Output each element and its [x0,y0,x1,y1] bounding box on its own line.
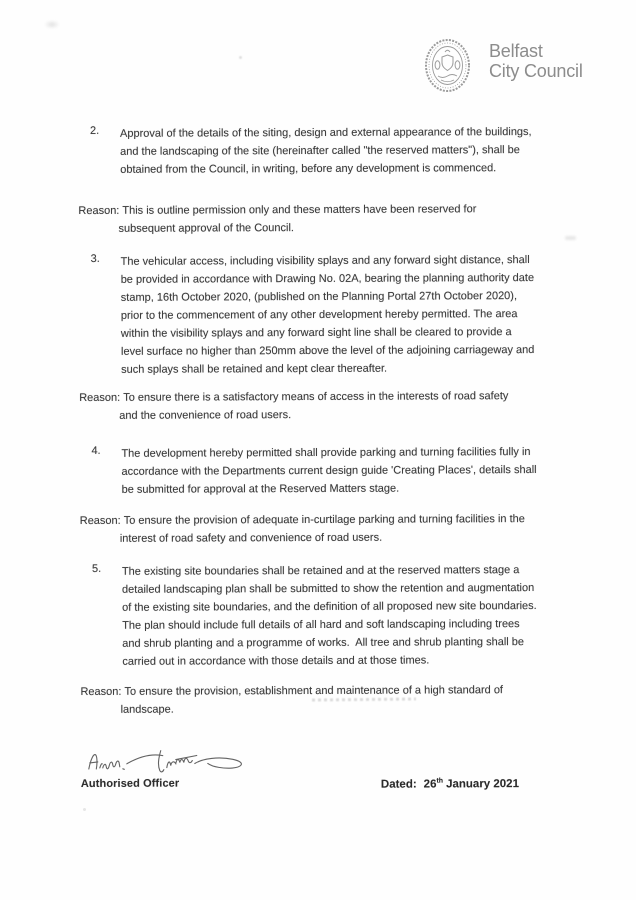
scan-artifact [239,56,242,59]
condition-item-5 [80,560,610,670]
condition-text: Approval of the details of the siting, design and external appearance of the buildings, and the landscaping of the site (hereinafter called "the reserved matters"), shall be obtained from the Council, in writing, before any development is commenced. [120,126,532,176]
reason-label: Reason: [78,204,120,217]
reason-block-3 [79,386,609,424]
authorised-officer-label: Authorised Officer [80,777,180,790]
condition-number: 3. [90,252,100,265]
handwritten-signature [83,741,251,776]
logo-line2: City Council [489,61,583,81]
condition-text: The existing site boundaries shall be retained and at the reserved matters stage a detailed landscaping plan shall be submitted to show the retention and augmentation of the existing site boundaries, and the definition of all proposed new site boundaries. The plan should include full details of all hard and soft landscaping including trees and shrub planting and a programme of works. All tree and shrub planting shall be carried out in accordance with those details and at those times. [121,564,537,668]
date-day: 26 [423,778,437,791]
scan-artifact [83,808,86,811]
condition-text: The vehicular access, including visibility splays and any forward sight distance, shall be provided in accordance with Drawing No. 02A, bearing the planning authority date stamp, 16th October 2020, (published on the Planning Portal 27th October 2020), prior to the commencement of any other development hereby permitted. The area within the visibility splays and any forward sight line shall be cleared to provide a level surface no higher than 250mm above the level of the adjoining carriageway and such splays shall be retained and kept clear thereafter. [120,254,535,376]
reason-label: Reason: [80,685,122,698]
reason-text: To ensure the provision of adequate in-curtilage parking and turning facilities in the interest of road safety and convenience of road users. [119,513,525,545]
condition-number: 5. [91,562,102,575]
reason-text: To ensure there is a satisfactory means of access in the interests of road safety and the convenience of road users. [119,390,509,422]
reason-text: To ensure the provision, establishment and maintenance of a high standard of landscape. [120,684,504,716]
reason-label: Reason: [79,391,121,404]
document-body [78,122,611,802]
belfast-city-council-logotype [489,41,583,81]
condition-number: 2. [90,124,100,137]
condition-item-4 [79,442,609,498]
condition-item-2 [78,122,608,178]
dated-line [381,778,519,791]
reason-label: Reason: [79,514,121,527]
date-ordinal: th [436,777,444,785]
reason-text: This is outline permission only and these matters have been reserved for subsequent approval of the Council. [118,203,477,235]
belfast-city-council-seal-icon [424,38,471,93]
reason-block-4 [80,509,610,547]
condition-number: 4. [91,444,101,457]
dated-label: Dated: [380,778,417,791]
reason-block-2 [78,199,608,237]
reason-block-5 [80,680,610,718]
date-rest: January 2021 [446,778,519,791]
logo-line1: Belfast [489,41,543,61]
condition-text: The development hereby permitted shall provide parking and turning facilities fully in accordance with the Departments current design guide 'Creating Places', details shall be submitted for approval at the Reserved Matters stage. [121,446,537,496]
signature-block [81,740,611,802]
condition-item-3 [79,250,610,378]
scan-artifact [44,20,60,29]
